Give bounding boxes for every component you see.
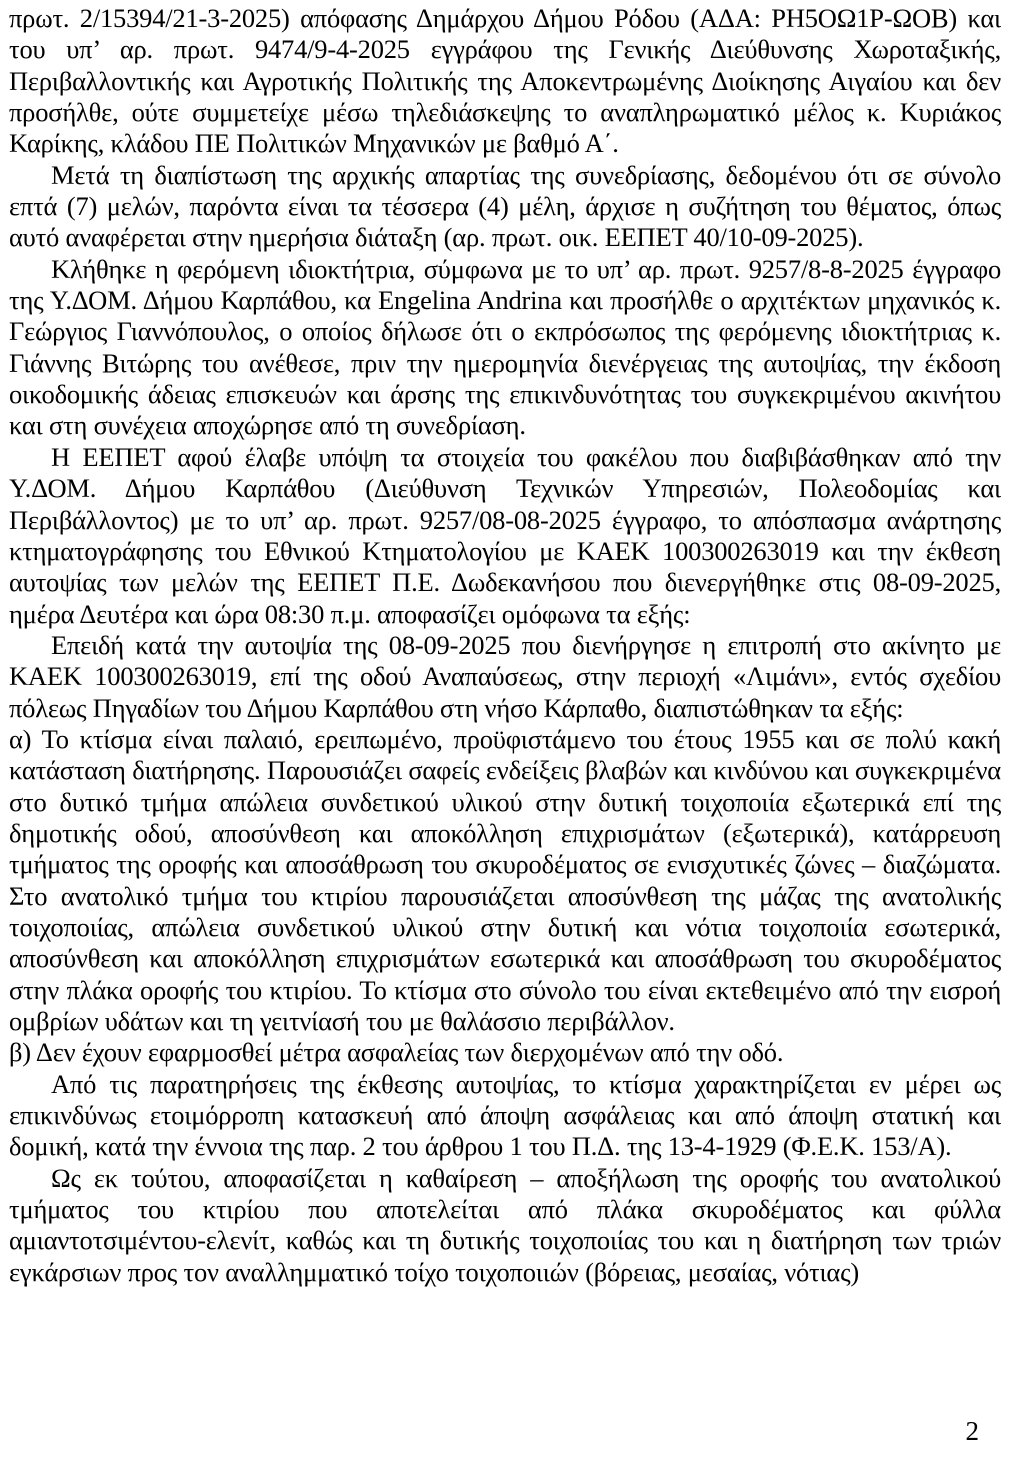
paragraph: Επειδή κατά την αυτοψία της 08-09-2025 που διενήργησε η επιτροπή στο ακίνητο με ΚΑΕΚ 100300263019, επί της οδού Αναπαύσεως, στην περιοχή «Λιμάνι», εντός σχεδίου πόλεως Πηγαδίων του Δήμου Καρπάθου στη νήσο Κάρπαθο, διαπιστώθηκαν τα εξής:: [9, 629, 1001, 723]
paragraph: β) Δεν έχουν εφαρμοσθεί μέτρα ασφαλείας των διερχομένων από την οδό.: [9, 1037, 784, 1068]
paragraph: α) Το κτίσμα είναι παλαιό, ερειπωμένο, προϋφιστάμενο του έτους 1955 και σε πολύ κακή κατάσταση διατήρησης. Παρουσιάζει σαφείς ενδείξεις βλαβών και κινδύνου και συγκεκριμένα στο δυτικό τμήμα απώλεια συνδετικού υλικού στην δυτική τοιχοποιία εξωτερικά επί της δημοτικής οδού, αποσύνθεση και αποκόλληση επιχρισμάτων (εξωτερικά), κατάρρευση τμήματος της οροφής και αποσάθρωση του σκυροδέματος σε ενισχυτικές ζώνες – διαζώματα. Στο ανατολικό τμήμα του κτιρίου παρουσιάζεται αποσύνθεση της μάζας της ανατολικής τοιχοποιίας, απώλεια συνδετικού υλικού στην δυτική και νότια τοιχοποιία εσωτερικά, αποσύνθεση και αποκόλληση επιχρισμάτων εσωτερικά και αποσάθρωση του σκυροδέματος στην πλάκα οροφής του κτιρίου. Το κτίσμα στο σύνολο του είναι εκτεθειμένο από την εισροή ομβρίων υδάτων και τη γειτνίασή του με θαλάσσιο περιβάλλον.: [9, 723, 1001, 1036]
paragraph: Μετά τη διαπίστωση της αρχικής απαρτίας της συνεδρίασης, δεδομένου ότι σε σύνολο επτά (7) μελών, παρόντα είναι τα τέσσερα (4) μέλη, άρχισε η συζήτηση του θέματος, όπως αυτό αναφέρεται στην ημερήσια διάταξη (αρ. πρωτ. οικ. ΕΕΠΕΤ 40/10-09-2025).: [9, 159, 1001, 253]
paragraph: Ως εκ τούτου, αποφασίζεται η καθαίρεση – αποξήλωση της οροφής του ανατολικού τμήματος του κτιρίου που αποτελείται από πλάκα σκυροδέματος και φύλλα αμιαντοτσιμέντου-ελενίτ, καθώς και τη δυτικής τοιχοποιίας του και η διατήρηση των τριών εγκάρσιων προς τον αναλλημματικό τοίχο τοιχοποιιών (βόρειας, μεσαίας, νότιας): [9, 1162, 1001, 1287]
paragraph: Κλήθηκε η φερόμενη ιδιοκτήτρια, σύμφωνα με το υπ’ αρ. πρωτ. 9257/8-8-2025 έγγραφο της Υ.ΔΟΜ. Δήμου Καρπάθου, κα Engelina Andrina και προσήλθε ο αρχιτέκτων μηχανικός κ. Γεώργιος Γιαννόπουλος, ο οποίος δήλωσε ότι ο εκπρόσωπος της φερόμενης ιδιοκτήτριας κ. Γιάννης Βιτώρης του ανέθεσε, πριν την ημερομηνία διενέργειας της αυτοψίας, την έκδοση οικοδομικής άδειας επισκευών και άρσης της επικινδυνότητας του συγκεκριμένου ακινήτου και στη συνέχεια αποχώρησε από τη συνεδρίαση.: [9, 253, 1001, 441]
paragraph: Η ΕΕΠΕΤ αφού έλαβε υπόψη τα στοιχεία του φακέλου που διαβιβάσθηκαν από την Υ.ΔΟΜ. Δήμου Καρπάθου (Διεύθυνση Τεχνικών Υπηρεσιών, Πολεοδομίας και Περιβάλλοντος) με το υπ’ αρ. πρωτ. 9257/08-08-2025 έγγραφο, το απόσπασμα ανάρτησης κτηματογράφησης του Εθνικού Κτηματολογίου με ΚΑΕΚ 100300263019 και την έκθεση αυτοψίας των μελών της ΕΕΠΕΤ Π.Ε. Δωδεκανήσου που διενεργήθηκε στις 08-09-2025, ημέρα Δευτέρα και ώρα 08:30 π.μ. αποφασίζει ομόφωνα τα εξής:: [9, 441, 1001, 629]
page-number: 2: [965, 1416, 979, 1446]
paragraph: πρωτ. 2/15394/21-3-2025) απόφασης Δημάρχου Δήμου Ρόδου (ΑΔΑ: ΡΗ5ΟΩ1Ρ-ΩΟΒ) και του υπ’ αρ. πρωτ. 9474/9-4-2025 εγγράφου της Γενικής Διεύθυνσης Χωροταξικής, Περιβαλλοντικής και Αγροτικής Πολιτικής της Αποκεντρωμένης Διοίκησης Αιγαίου και δεν προσήλθε, ούτε συμμετείχε μέσω τηλεδιάσκεψης το αναπληρωματικό μέλος κ. Κυριάκος Καρίκης, κλάδου ΠΕ Πολιτικών Μηχανικών με βαθμό Α΄.: [9, 3, 1001, 159]
document-body: [9, 3, 1001, 1288]
paragraph: Από τις παρατηρήσεις της έκθεσης αυτοψίας, το κτίσμα χαρακτηρίζεται εν μέρει ως επικινδύνως ετοιμόρροπη κατασκευή από άποψη ασφάλειας και από άποψη στατική και δομική, κατά την έννοια της παρ. 2 του άρθρου 1 του Π.Δ. της 13-4-1929 (Φ.Ε.Κ. 153/Α).: [9, 1068, 1001, 1162]
